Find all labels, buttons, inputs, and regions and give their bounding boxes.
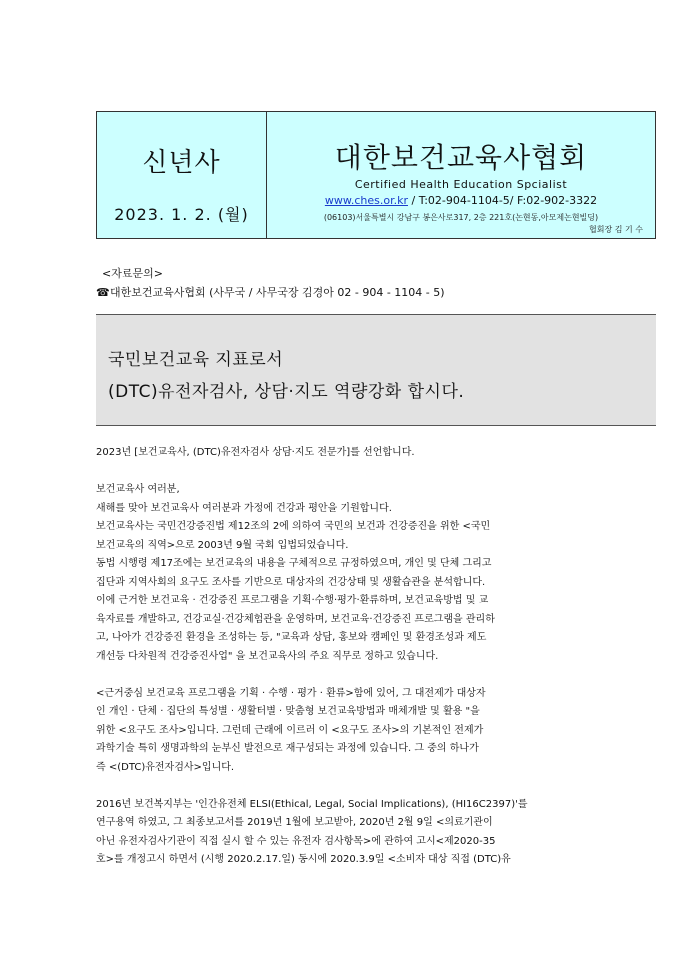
title-band: [96, 314, 656, 426]
paragraph-gap: [96, 463, 596, 482]
body-line: 호>를 개정고시 하면서 (시행 2020.2.17.일) 동시에 2020.3.9일 <소비자 대상 직접 (DTC)유: [96, 854, 511, 865]
president-signature: 협회장 김 기 수: [589, 225, 643, 234]
phone-fax: / T:02-904-1104-5/ F:02-902-3322: [408, 194, 598, 207]
body-line: 아닌 유전자검사기관이 직접 실시 할 수 있는 유전자 검사항목>에 관하여 고시<제2020-35: [96, 835, 496, 847]
body-line: 연구용역 하였고, 그 최종보고서를 2019년 1월에 보고받아, 2020년 2월 9일 <의료기관이: [96, 817, 493, 828]
body-line: 인 개인 · 단체 · 집단의 특성별 · 생활터별 · 맞춤형 보건교육방법과 매체개발 및 활용 "을: [96, 706, 480, 717]
org-name-korean: 대한보건교육사협회: [334, 141, 588, 174]
paragraph-gap: [96, 777, 596, 796]
headline-line-2: (DTC)유전자검사, 상담·지도 역량강화 합시다.: [108, 382, 465, 402]
body-line: 개선등 다차원적 건강증진사업" 을 보건교육사의 주요 직무로 정하고 있습니다.: [96, 650, 439, 662]
body-line: 보건교육사 여러분,: [96, 484, 180, 495]
body-line: 이에 근거한 보건교육 · 건강증진 프로그램을 기획·수행·평가·환류하며, 보건교육방법 및 교: [96, 595, 489, 606]
headline-line-1: 국민보건교육 지표로서: [108, 350, 284, 370]
inquiry-contact: [96, 284, 445, 300]
release-title: 신년사: [142, 148, 221, 178]
body-line: 보건교육의 직역>으로 2003년 9월 국회 입법되었습니다.: [96, 539, 349, 551]
body-line: <근거중심 보건교육 프로그램을 기획 · 수행 · 평가 · 환류>함에 있어, 그 대전제가 대상자: [96, 687, 486, 699]
paragraph-gap: [96, 666, 596, 685]
release-date: 2023. 1. 2. (월): [114, 205, 249, 224]
body-line: 보건교육사는 국민건강증진법 제12조의 2에 의하여 국민의 보건과 건강증진을 위한 <국민: [96, 521, 491, 532]
body-line: 2023년 [보건교육사, (DTC)유전자검사 상담·지도 전문가]를 선언합니다.: [96, 447, 415, 458]
inquiry-text: 대한보건교육사협회 (사무국 / 사무국장 김경아 02 - 904 - 1104 - 5): [110, 286, 445, 299]
inquiry-label: <자료문의>: [102, 267, 163, 280]
header-box: [96, 111, 656, 239]
body-line: 육자료를 개발하고, 건강교실·건강체험관을 운영하며, 보건교육·건강증진 프로그램을 관리하: [96, 613, 495, 625]
phone-icon: ☎: [96, 286, 110, 299]
org-address: (06103)서울특별시 강남구 봉은사로317, 2층 221호(논현동,아모제논현빌딩): [323, 213, 599, 222]
website-link[interactable]: www.ches.or.kr: [324, 194, 408, 207]
body-line: 즉 <(DTC)유전자검사>입니다.: [96, 761, 235, 773]
body-line: 집단과 지역사회의 요구도 조사를 기반으로 대상자의 건강상태 및 생활습관을 분석합니다.: [96, 576, 486, 588]
org-name-english: Certified Health Education Spcialist: [354, 178, 568, 191]
header-right-panel: [267, 112, 655, 238]
body-line: 고, 나아가 건강증진 환경을 조성하는 등, "교육과 상담, 홍보와 캠페인 및 환경조성과 제도: [96, 632, 487, 643]
body-line: 과학기술 특히 생명과학의 눈부신 발전으로 재구성되는 과정에 있습니다. 그 중의 하나가: [96, 743, 479, 754]
body-line: 위한 <요구도 조사>입니다. 그런데 근래에 이르러 이 <요구도 조사>의 기본적인 전제가: [96, 724, 484, 736]
body-line: 동법 시행령 제17조에는 보건교육의 내용을 구체적으로 규정하였으며, 개인 및 단체 그리고: [96, 558, 492, 569]
contact-line: [267, 194, 655, 207]
body-text: [96, 444, 596, 870]
header-left-panel: [97, 112, 267, 238]
body-line: 2016년 보건복지부는 '인간유전체 ELSI(Ethical, Legal, Social Implications), (HI16C2397)'를: [96, 798, 528, 810]
body-line: 새해를 맞아 보건교육사 여러분과 가정에 건강과 평안을 기원합니다.: [96, 502, 392, 514]
